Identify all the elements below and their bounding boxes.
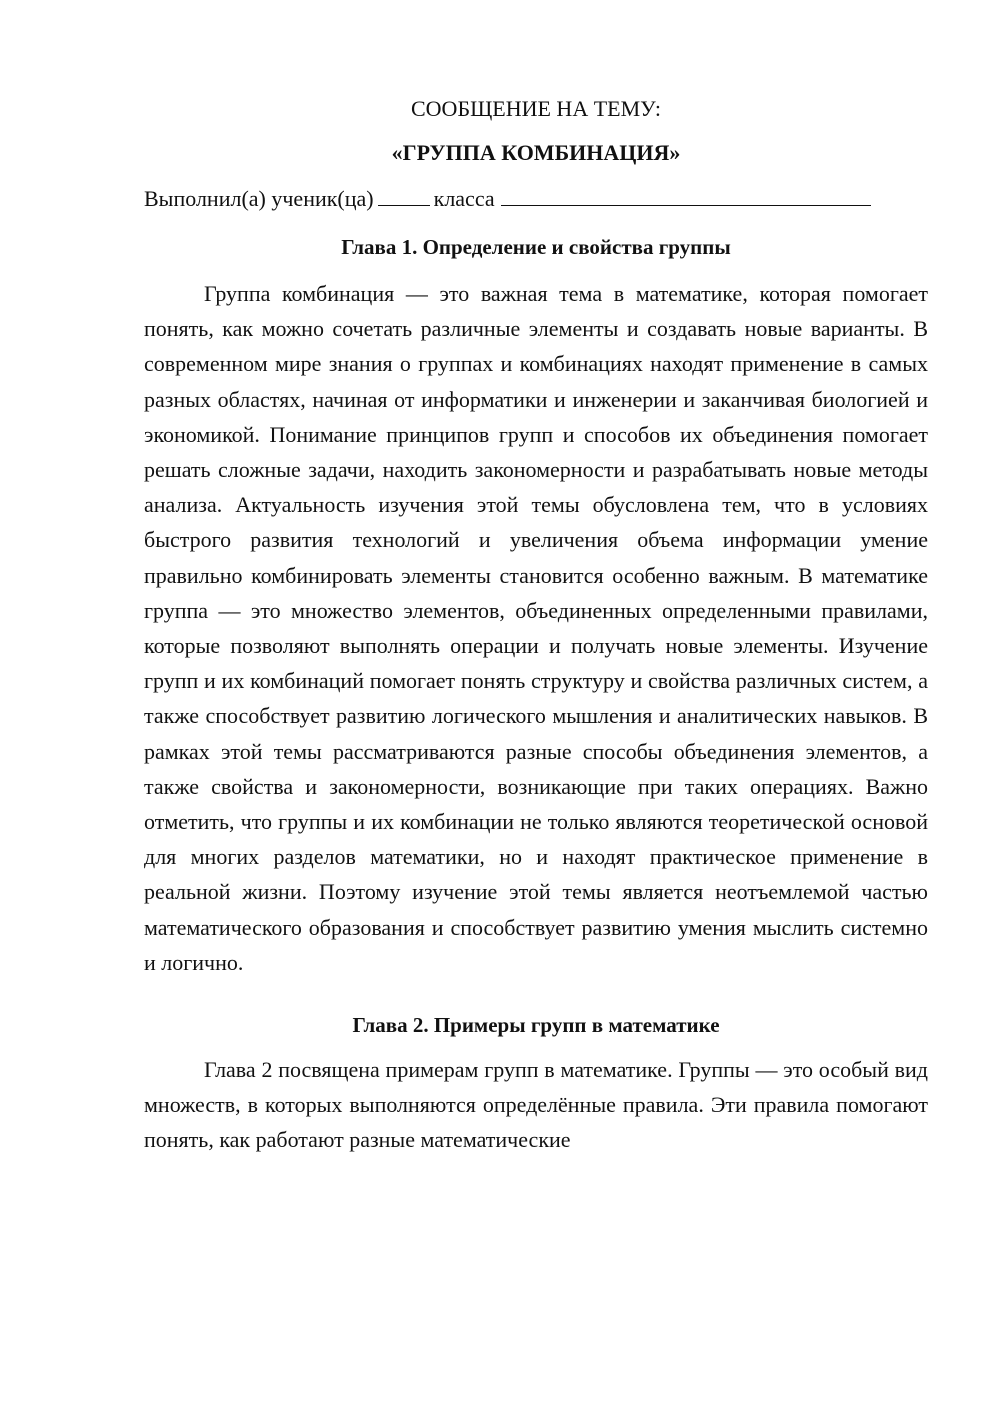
- document-title-line2: «ГРУППА КОМБИНАЦИЯ»: [391, 140, 681, 165]
- author-line: [144, 182, 928, 216]
- author-class-label: класса: [433, 186, 495, 211]
- document-title-line1: СООБЩЕНИЕ НА ТЕМУ:: [411, 96, 661, 121]
- chapter-1-heading: Глава 1. Определение и свойства группы: [341, 235, 731, 259]
- chapter-2-paragraph: Глава 2 посвящена примерам групп в математике. Группы — это особый вид множеств, в которых выполняются определённые правила. Эти правила помогают понять, как работают разные математические: [144, 1057, 928, 1153]
- class-number-blank: [378, 183, 430, 206]
- student-name-blank: [501, 183, 871, 206]
- author-prefix: Выполнил(а) ученик(ца): [144, 186, 374, 211]
- document-page: [144, 92, 928, 1158]
- chapter-2-heading: Глава 2. Примеры групп в математике: [352, 1013, 720, 1038]
- chapter-1-paragraph: Группа комбинация — это важная тема в математике, которая помогает понять, как можно сочетать различные элементы и создавать новые варианты. В современном мире знания о группах и комбинациях находят применение в самых разных областях, начиная от информатики и инженерии и заканчивая биологией и экономикой. Понимание принципов групп и способов их объединения помогает решать сложные задачи, находить закономерности и разрабатывать новые методы анализа. Актуальность изучения этой темы обусловлена тем, что в условиях быстрого развития технологий и увеличения объема информации умение правильно комбинировать элементы становится особенно важным. В математике группа — это множество элементов, объединенных определенными правилами, которые позволяют выполнять операции и получать новые элементы. Изучение групп и их комбинаций помогает понять структуру и свойства различных систем, а также способствует развитию логического мышления и аналитических навыков. В рамках этой темы рассматриваются разные способы объединения элементов, а также свойства и закономерности, возникающие при таких операциях. Важно отметить, что группы и их комбинации не только являются теоретической основой для многих разделов математики, но и находят практическое применение в реальной жизни. Поэтому изучение этой темы является неотъемлемой частью математического образования и способствует развитию умения мыслить системно и логично.: [144, 281, 928, 975]
